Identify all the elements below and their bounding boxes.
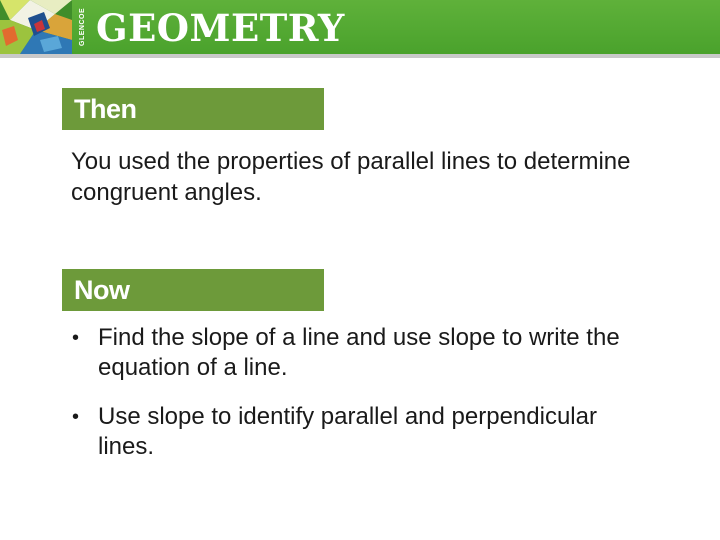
bullet-icon: •	[72, 327, 80, 349]
now-label: Now	[62, 269, 324, 311]
publisher-logo-text: GLENCOE	[79, 7, 86, 47]
now-bullet-list	[72, 323, 632, 481]
header-band	[0, 0, 720, 54]
list-item	[72, 323, 632, 383]
then-text: You used the properties of parallel lines to determine congruent angles.	[71, 148, 631, 206]
header-divider	[0, 54, 720, 58]
then-label: Then	[62, 88, 324, 130]
list-item-text: Use slope to identify parallel and perpendicular lines.	[98, 403, 597, 460]
page-title: GEOMETRY	[96, 6, 345, 50]
list-item-text: Find the slope of a line and use slope to write the equation of a line.	[98, 324, 620, 381]
geometric-artwork-icon	[0, 0, 72, 54]
list-item	[72, 402, 632, 462]
bullet-icon: •	[72, 406, 80, 428]
